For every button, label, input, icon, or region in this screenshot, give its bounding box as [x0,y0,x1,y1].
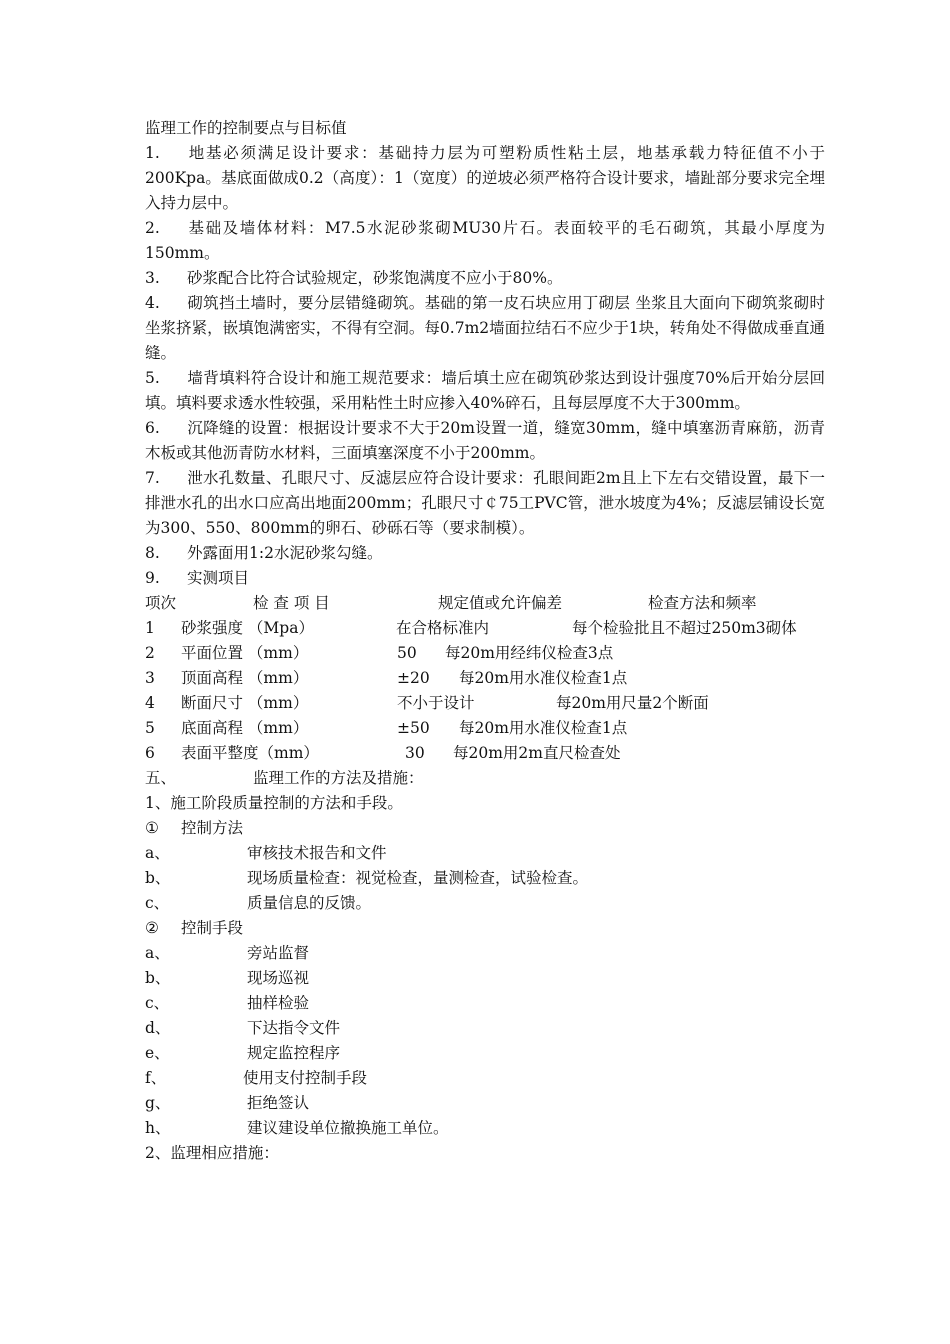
item-text: 旁站监督 [247,944,310,962]
subsection-heading: 1、施工阶段质量控制的方法和手段。 [145,794,403,812]
list-item [145,891,825,916]
row-value: 不小于设计 [397,694,475,712]
row-item: 砂浆强度 （Mpa） [181,619,314,637]
item-text: 泄水孔数量、孔眼尺寸、反滤层应符合设计要求：孔眼间距2m且上下左右交错设置，最下一排泄水孔的出水口应高出地面200mm；孔眼尺寸￠75工PVC管，泄水坡度为4%；反滤层铺设长宽为300、550、800mm的卵石、砂砾石等（要求制模）。 [145,469,825,537]
section-heading [145,766,825,791]
table-row [145,691,825,716]
list-item [145,466,825,541]
row-item: 断面尺寸 （mm） [181,694,309,712]
row-item: 顶面高程 （mm） [181,669,309,687]
row-no: 5 [145,719,155,737]
item-text: 沉降缝的设置：根据设计要求不大于20m设置一道，缝宽30mm，缝中填塞沥青麻筋，沥青木板或其他沥青防水材料，三面填塞深度不小于200mm。 [145,419,825,462]
item-number: 9. [145,569,160,587]
row-no: 3 [145,669,155,687]
item-text: 外露面用1:2水泥砂浆勾缝。 [187,544,383,562]
header-item: 检 查 项 目 [253,594,330,612]
item-number: 4. [145,294,160,312]
section-number: 五、 [145,769,177,787]
row-no: 4 [145,694,155,712]
item-text: 砂浆配合比符合试验规定，砂浆饱满度不应小于80%。 [187,269,563,287]
row-method: 每20m用水准仪检查1点 [459,669,628,687]
item-letter: c、 [145,994,170,1012]
list-item [145,966,825,991]
item-text: 拒绝签认 [247,1094,310,1112]
table-row [145,666,825,691]
table-header [145,591,825,616]
item-text: 审核技术报告和文件 [247,844,387,862]
list-item [145,1116,825,1141]
item-text: 下达指令文件 [247,1019,341,1037]
item-letter: d、 [145,1019,171,1037]
list-item [145,1041,825,1066]
header-method: 检查方法和频率 [648,594,757,612]
list-item [145,216,825,266]
item-letter: h、 [145,1119,171,1137]
list-item [145,141,825,216]
document-title: 监理工作的控制要点与目标值 [145,119,347,137]
item-text: 使用支付控制手段 [243,1069,368,1087]
list-item [145,541,825,566]
item-number: 3. [145,269,160,287]
row-item: 底面高程 （mm） [181,719,309,737]
item-text: 基础及墙体材料：M7.5水泥砂浆砌MU30片石。表面较平的毛石砌筑，其最小厚度为150mm。 [145,219,825,262]
row-value: ±20 [397,669,430,687]
subsection-heading: 2、监理相应措施： [145,1144,279,1162]
list-item [145,291,825,366]
item-letter: b、 [145,869,171,887]
row-method: 每20m用2m直尺检查处 [453,744,621,762]
item-number: 7. [145,469,160,487]
list-item [145,841,825,866]
methods-heading [145,816,825,841]
document-page [145,116,825,1166]
list-item [145,941,825,966]
item-text: 砌筑挡土墙时，要分层错缝砌筑。基础的第一皮石块应用丁砌层 坐浆且大面向下砌筑浆砌时坐浆挤紧，嵌填饱满密实，不得有空洞。每0.7m2墙面拉结石不应少于1块，转角处不得做成垂直通缝。 [145,294,825,362]
section-title: 监理工作的方法及措施： [253,769,424,787]
row-item: 表面平整度（mm） [181,744,319,762]
list-item [145,366,825,416]
table-row [145,616,825,641]
means-marker: ② [145,919,159,937]
row-item: 平面位置 （mm） [181,644,309,662]
item-letter: e、 [145,1044,170,1062]
list-item [145,416,825,466]
list-item [145,566,825,591]
row-method: 每20m用经纬仪检查3点 [445,644,614,662]
item-text: 实测项目 [187,569,250,587]
item-number: 6. [145,419,160,437]
item-text: 规定监控程序 [247,1044,341,1062]
item-number: 5. [145,369,160,387]
means-heading [145,916,825,941]
item-letter: a、 [145,844,170,862]
row-value: 30 [405,744,425,762]
table-row [145,641,825,666]
item-text: 抽样检验 [247,994,310,1012]
methods-marker: ① [145,819,159,837]
list-item [145,991,825,1016]
row-no: 2 [145,644,155,662]
header-value: 规定值或允许偏差 [438,594,563,612]
table-row [145,741,825,766]
item-letter: f、 [145,1069,167,1087]
item-text: 地基必须满足设计要求：基础持力层为可塑粉质性粘土层，地基承载力特征值不小于200Kpa。基底面做成0.2（高度）：1（宽度）的逆坡必须严格符合设计要求，墙趾部分要求完全埋入持力层中。 [145,144,825,212]
means-title: 控制手段 [181,919,244,937]
item-letter: b、 [145,969,171,987]
list-item [145,1091,825,1116]
row-value: 在合格标准内 [396,619,490,637]
item-number: 1. [145,144,160,162]
methods-title: 控制方法 [181,819,244,837]
item-text: 现场巡视 [247,969,310,987]
list-item [145,1066,825,1091]
row-no: 1 [145,619,155,637]
list-item [145,1016,825,1041]
item-letter: a、 [145,944,170,962]
item-text: 质量信息的反馈。 [247,894,372,912]
list-item [145,866,825,891]
item-letter: c、 [145,894,170,912]
row-value: ±50 [397,719,430,737]
header-no: 项次 [145,594,177,612]
row-value: 50 [397,644,417,662]
item-number: 2. [145,219,160,237]
table-row [145,716,825,741]
item-number: 8. [145,544,160,562]
row-method: 每20m用尺量2个断面 [556,694,709,712]
item-text: 现场质量检查：视觉检查，量测检查，试验检查。 [247,869,589,887]
row-no: 6 [145,744,155,762]
row-method: 每个检验批且不超过250m3砌体 [572,619,797,637]
item-text: 墙背填料符合设计和施工规范要求：墙后填土应在砌筑砂浆达到设计强度70%后开始分层回填。填料要求透水性较强，采用粘性土时应掺入40%碎石，且每层厚度不大于300mm。 [145,369,825,412]
item-letter: g、 [145,1094,171,1112]
item-text: 建议建设单位撤换施工单位。 [247,1119,449,1137]
row-method: 每20m用水准仪检查1点 [459,719,628,737]
list-item [145,266,825,291]
